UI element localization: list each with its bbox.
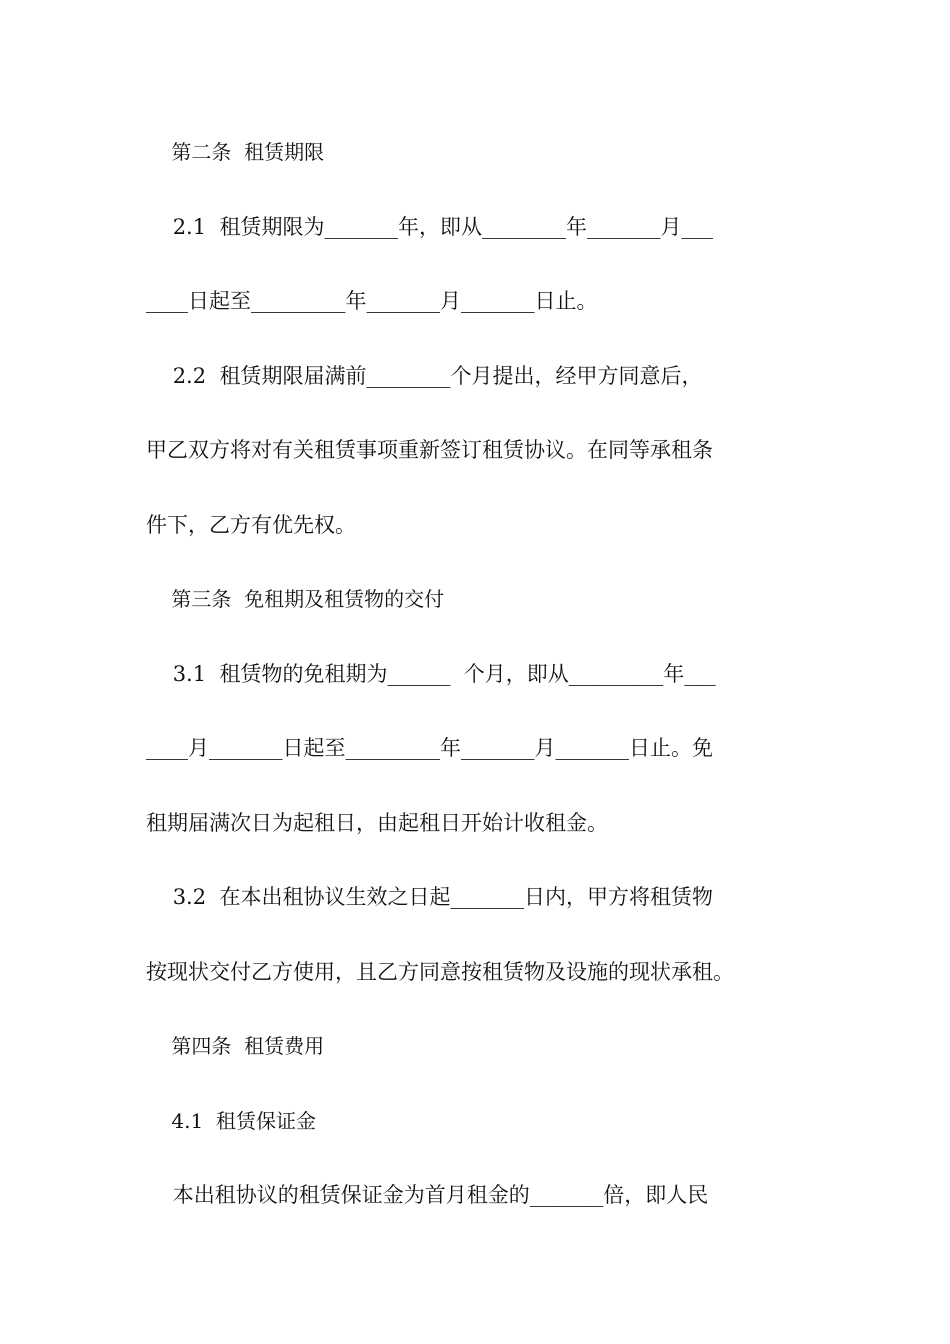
- clause-3-2-line-1: 3.2 在本出租协议生效之日起_______日内，甲方将租赁物: [146, 885, 713, 909]
- article-4-heading: 第四条 租赁费用: [146, 1034, 325, 1058]
- clause-2-1-line-2: ____日起至_________年_______月_______日止。: [146, 289, 598, 313]
- clause-2-2-line-2: 甲乙双方将对有关租赁事项重新签订租赁协议。在同等承租条: [146, 438, 713, 462]
- clause-3-2-line-2: 按现状交付乙方使用，且乙方同意按租赁物及设施的现状承租。: [146, 960, 734, 984]
- clause-3-1-line-2: ____月_______日起至_________年_______月_______日止。免: [146, 736, 713, 760]
- clause-2-2-line-3: 件下，乙方有优先权。: [146, 513, 356, 537]
- clause-3-1-line-1: 3.1 租赁物的免租期为______ 个月，即从_________年___: [146, 662, 716, 686]
- clause-4-1-heading: 4.1 租赁保证金: [146, 1109, 316, 1133]
- article-3-heading: 第三条 免租期及租赁物的交付: [146, 587, 445, 611]
- clause-3-1-line-3: 租期届满次日为起租日，由起租日开始计收租金。: [146, 811, 608, 835]
- clause-4-1-line-1: 本出租协议的租赁保证金为首月租金的_______倍，即人民: [146, 1183, 709, 1207]
- clause-2-1-line-1: 2.1 租赁期限为_______年，即从________年_______月___: [146, 215, 713, 239]
- clause-2-2-line-1: 2.2 租赁期限届满前________个月提出，经甲方同意后，: [146, 364, 703, 388]
- article-2-heading: 第二条 租赁期限: [146, 140, 325, 164]
